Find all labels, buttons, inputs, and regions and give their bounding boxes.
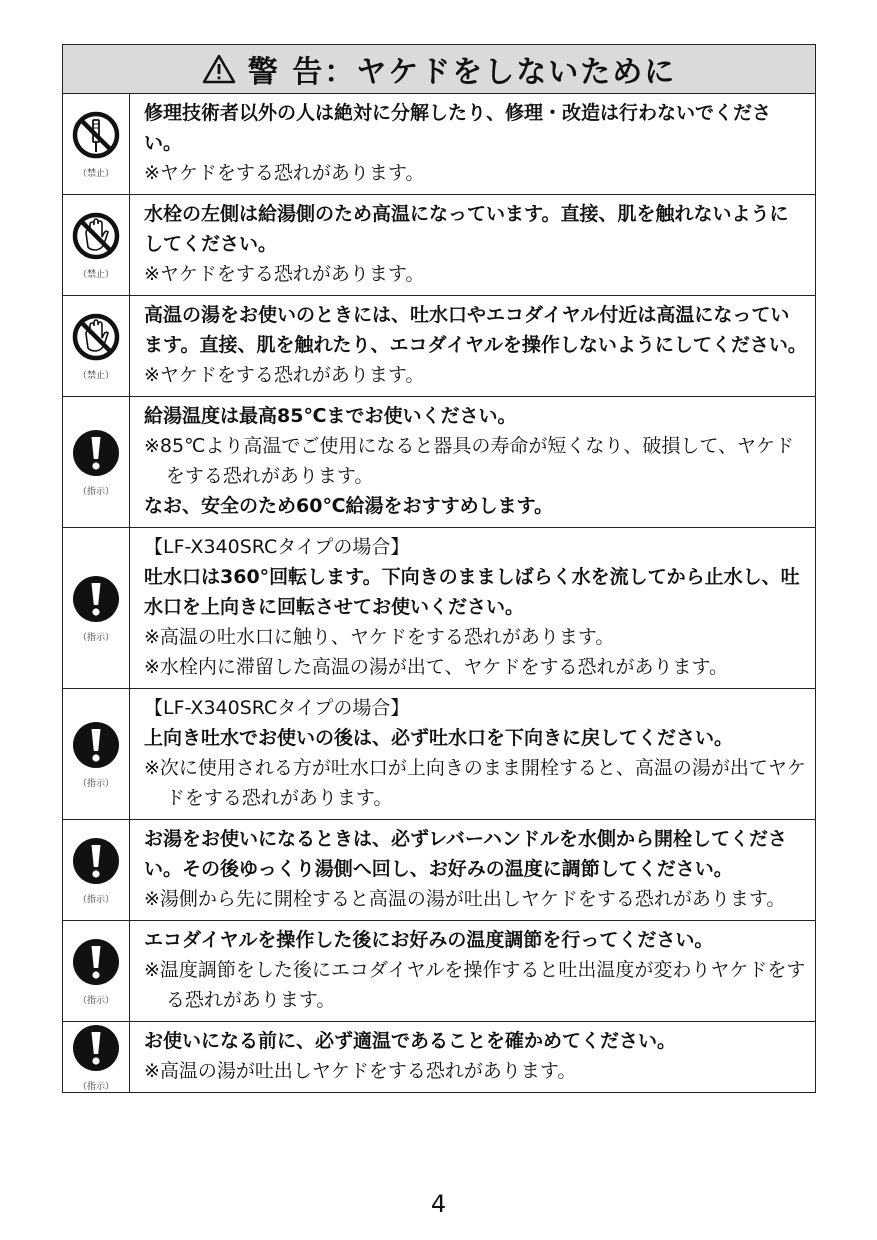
icon-label: （禁止） xyxy=(77,370,114,381)
warning-text: お湯をお使いになるときは、必ずレバーハンドルを水側から開栓してください。その後ゆっくり湯側へ回し、お好みの温度に調節してください。 xyxy=(144,828,787,880)
mandatory-instruction-icon xyxy=(71,720,121,770)
icon-label: （指示） xyxy=(77,1081,114,1092)
row-text xyxy=(130,689,815,819)
row-text xyxy=(130,528,815,688)
no-disassembly-icon xyxy=(71,110,121,160)
warning-row xyxy=(63,528,815,689)
warning-row xyxy=(63,921,815,1022)
icon-label: （指示） xyxy=(77,632,114,643)
warning-note: ※高温の吐水口に触り、ヤケドをする恐れがあります。 xyxy=(144,626,615,648)
warning-text: エコダイヤルを操作した後にお好みの温度調節を行ってください。 xyxy=(144,929,714,951)
warning-header xyxy=(63,45,815,94)
warning-text: 上向き吐水でお使いの後は、必ず吐水口を下向きに戻してください。 xyxy=(144,727,734,749)
mandatory-instruction-icon xyxy=(71,1023,121,1073)
icon-label: （指示） xyxy=(77,486,114,497)
mandatory-instruction-icon xyxy=(71,574,121,624)
icon-label: （指示） xyxy=(77,995,114,1006)
warning-triangle-icon xyxy=(202,54,236,84)
do-not-touch-icon xyxy=(71,312,121,362)
warning-text: 給湯温度は最高85℃までお使いください。 xyxy=(144,405,517,427)
warning-row xyxy=(63,689,815,820)
warning-note: ※温度調節をした後にエコダイヤルを操作すると吐出温度が変わりヤケドをする恐れがあります。 xyxy=(144,959,806,1011)
warning-box xyxy=(62,44,816,1093)
warning-row xyxy=(63,1022,815,1092)
row-text xyxy=(130,195,815,295)
warning-row xyxy=(63,820,815,921)
warning-note: ※ヤケドをする恐れがあります。 xyxy=(144,364,425,386)
model-heading: 【LF-X340SRCタイプの場合】 xyxy=(144,536,410,558)
warning-note: ※85℃より高温でご使用になると器具の寿命が短くなり、破損して、ヤケドをする恐れがあります。 xyxy=(144,435,795,487)
do-not-touch-icon xyxy=(71,211,121,261)
warning-note: ※高温の湯が吐出しヤケドをする恐れがあります。 xyxy=(144,1060,577,1082)
warning-note: ※ヤケドをする恐れがあります。 xyxy=(144,263,425,285)
mandatory-instruction-icon xyxy=(71,836,121,886)
warning-note: ※湯側から先に開栓すると高温の湯が吐出しヤケドをする恐れがあります。 xyxy=(144,888,786,910)
warning-title: 警 告：ヤケドをしないために xyxy=(247,55,677,90)
warning-text: お使いになる前に、必ず適温であることを確かめてください。 xyxy=(144,1030,677,1052)
row-text xyxy=(130,921,815,1021)
mandatory-instruction-icon xyxy=(71,937,121,987)
warning-text: 水栓の左側は給湯側のため高温になっています。直接、肌を触れないようにしてください。 xyxy=(144,203,789,255)
warning-text: なお、安全のため60℃給湯をおすすめします。 xyxy=(144,495,554,517)
warning-text: 吐水口は360°回転します。下向きのまましばらく水を流してから止水し、吐水口を上向きに回転させてお使いください。 xyxy=(144,566,800,618)
icon-label: （禁止） xyxy=(77,269,114,280)
icon-label: （指示） xyxy=(77,778,114,789)
model-heading: 【LF-X340SRCタイプの場合】 xyxy=(144,697,410,719)
warning-row xyxy=(63,94,815,195)
warning-text: 高温の湯をお使いのときには、吐水口やエコダイヤル付近は高温になっています。直接、肌を触れたり、エコダイヤルを操作しないようにしてください。 xyxy=(144,304,807,356)
warning-row xyxy=(63,397,815,528)
warning-row xyxy=(63,195,815,296)
icon-label: （禁止） xyxy=(77,168,114,179)
warning-note: ※次に使用される方が吐水口が上向きのまま開栓すると、高温の湯が出てヤケドをする恐れがあります。 xyxy=(144,757,806,809)
warning-note: ※ヤケドをする恐れがあります。 xyxy=(144,162,425,184)
page-number: 4 xyxy=(430,1190,447,1218)
warning-text: 修理技術者以外の人は絶対に分解したり、修理・改造は行わないでください。 xyxy=(144,102,772,154)
mandatory-instruction-icon xyxy=(71,428,121,478)
icon-label: （指示） xyxy=(77,894,114,905)
row-text xyxy=(130,397,815,527)
row-text xyxy=(130,94,815,194)
row-text xyxy=(130,820,815,920)
warning-row xyxy=(63,296,815,397)
row-text xyxy=(130,296,815,396)
row-text xyxy=(130,1022,815,1092)
warning-note: ※水栓内に滞留した高温の湯が出て、ヤケドをする恐れがあります。 xyxy=(144,656,729,678)
